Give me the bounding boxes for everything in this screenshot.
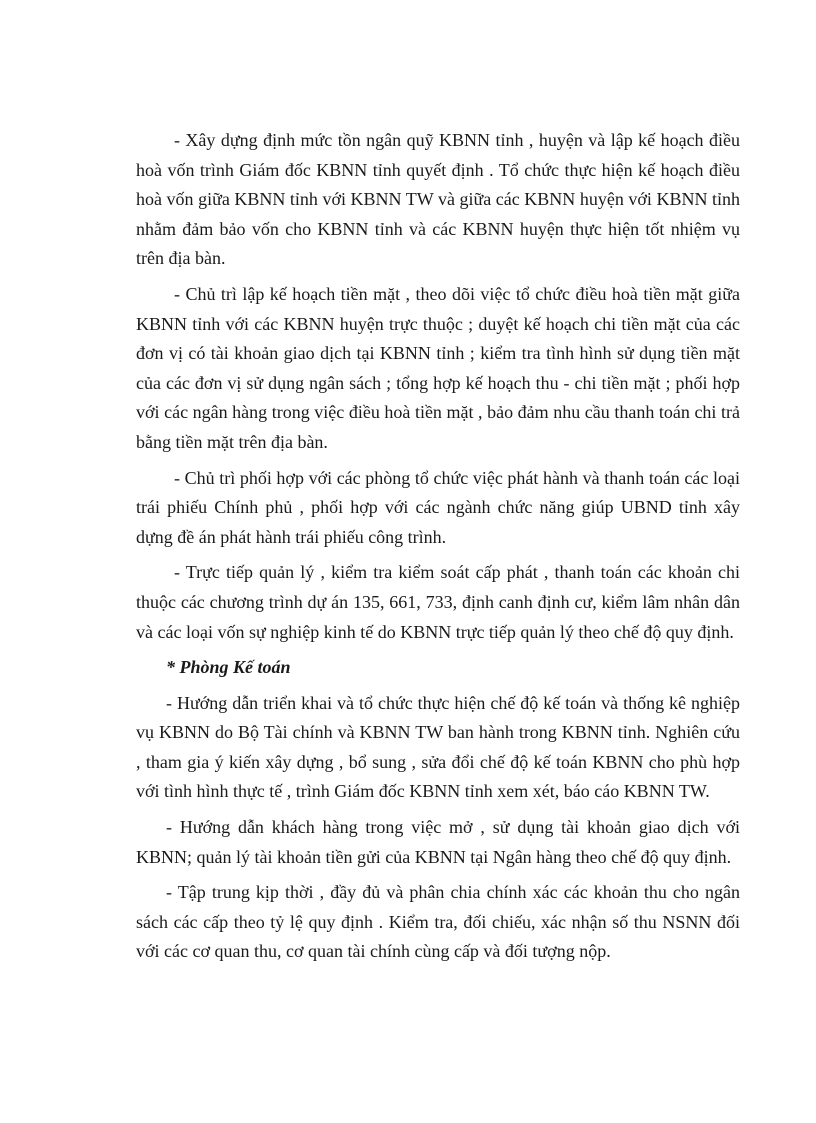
paragraph-ngan-quy: - Xây dựng định mức tồn ngân quỹ KBNN tỉnh , huyện và lập kế hoạch điều hoà vốn trình Giám đốc KBNN tỉnh quyết định . Tổ chức thực hiện kế hoạch điều hoà vốn giữa KBNN tỉnh với KBNN TW và giữa các KBNN huyện với KBNN tỉnh nhằm đảm bảo vốn cho KBNN tỉnh và các KBNN huyện thực hiện tốt nhiệm vụ trên địa bàn. <box>136 130 740 269</box>
paragraph-khoan-thu: - Tập trung kịp thời , đầy đủ và phân chia chính xác các khoản thu cho ngân sách các cấp theo tỷ lệ quy định . Kiểm tra, đối chiếu, xác nhận số thu NSNN đối với các cơ quan thu, cơ quan tài chính cùng cấp và đối tượng nộp. <box>136 882 740 962</box>
document-page <box>136 126 740 973</box>
paragraph-trai-phieu: - Chủ trì phối hợp với các phòng tổ chức việc phát hành và thanh toán các loại trái phiếu Chính phủ , phối hợp với các ngành chức năng giúp UBND tỉnh xây dựng đề án phát hành trái phiếu công trình. <box>136 467 740 547</box>
section-heading-phong-ke-toan: * Phòng Kế toán <box>166 657 291 678</box>
paragraph-cap-phat: - Trực tiếp quản lý , kiểm tra kiểm soát cấp phát , thanh toán các khoản chi thuộc các chương trình dự án 135, 661, 733, định canh định cư, kiểm lâm nhân dân và các loại vốn sự nghiệp kinh tế do KBNN trực tiếp quản lý theo chế độ quy định. <box>136 562 740 642</box>
paragraph-che-do-ke-toan: - Hướng dẫn triển khai và tổ chức thực hiện chế độ kế toán và thống kê nghiệp vụ KBNN do Bộ Tài chính và KBNN TW ban hành trong KBNN tỉnh. Nghiên cứu , tham gia ý kiến xây dựng , bổ sung , sửa đổi chế độ kế toán KBNN cho phù hợp với tình hình thực tế , trình Giám đốc KBNN tỉnh xem xét, báo cáo KBNN TW. <box>136 692 740 802</box>
paragraph-tai-khoan: - Hướng dẫn khách hàng trong việc mở , sử dụng tài khoản giao dịch với KBNN; quản lý tài khoản tiền gửi của KBNN tại Ngân hàng theo chế độ quy định. <box>136 817 740 867</box>
paragraph-tien-mat: - Chủ trì lập kế hoạch tiền mặt , theo dõi việc tổ chức điều hoà tiền mặt giữa KBNN tỉnh với các KBNN huyện trực thuộc ; duyệt kế hoạch chi tiền mặt của các đơn vị có tài khoản giao dịch tại KBNN tỉnh ; kiểm tra tình hình sử dụng tiền mặt của các đơn vị sử dụng ngân sách ; tổng hợp kế hoạch thu - chi tiền mặt ; phối hợp với các ngân hàng trong việc điều hoà tiền mặt , bảo đảm nhu cầu thanh toán chi trả bằng tiền mặt trên địa bàn. <box>136 283 740 452</box>
